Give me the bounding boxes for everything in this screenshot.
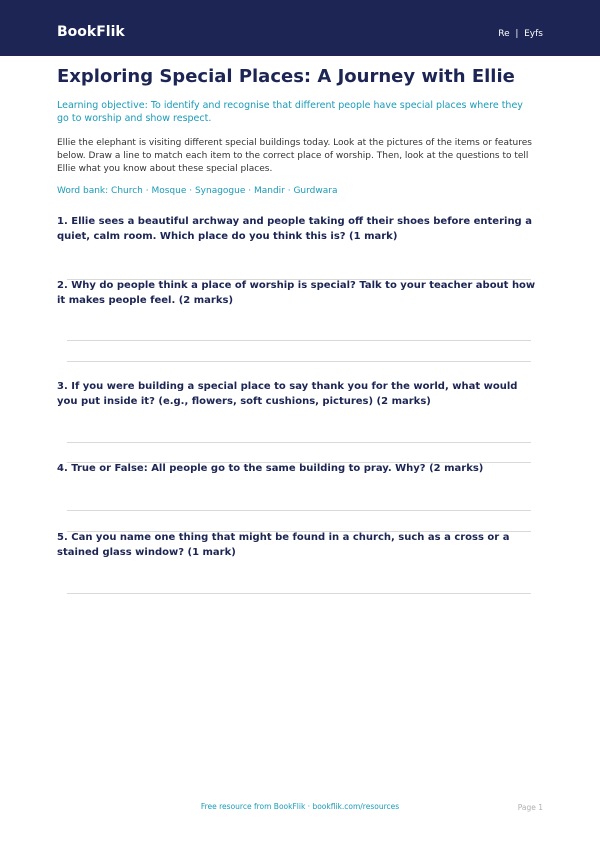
breadcrumb-separator: | [515,29,519,39]
intro-text: Ellie the elephant is visiting different special buildings today. Look at the pictures of the items or features below. Draw a line to match each item to the correct place of worship. Then, look at the questions to tell Ellie what you know about these special places. [57,138,532,174]
page-title: Exploring Special Places: A Journey with Ellie [57,66,515,87]
footer-credit[interactable]: Free resource from BookFlik · bookflik.com/resources [200,802,400,811]
question-1: 1. Ellie sees a beautiful archway and people taking off their shoes before entering a quiet, calm room. Which place do you think this is? (1 mark) [57,216,532,242]
answer-line[interactable] [67,361,531,362]
answer-line[interactable] [67,593,531,594]
question-5: 5. Can you name one thing that might be found in a church, such as a cross or a stained glass window? (1 mark) [57,532,510,558]
page-number: Page 1 [517,803,543,812]
answer-line[interactable] [67,442,531,443]
brand-logo[interactable]: BookFlik [57,24,125,40]
question-4: 4. True or False: All people go to the same building to pray. Why? (2 marks) [57,463,484,474]
site-header [0,0,600,56]
breadcrumb [498,28,543,40]
learning-objective: Learning objective: To identify and recognise that different people have special places where they go to worship and show respect. [57,100,523,124]
question-3: 3. If you were building a special place to say thank you for the world, what would you put inside it? (e.g., flowers, soft cushions, pictures) (2 marks) [57,381,518,407]
question-2: 2. Why do people think a place of worship is special? Talk to your teacher about how it makes people feel. (2 marks) [57,280,536,306]
word-bank: Word bank: Church · Mosque · Synagogue · Mandir · Gurdwara [57,186,338,196]
answer-line[interactable] [67,510,531,511]
answer-line[interactable] [67,340,531,341]
breadcrumb-subject[interactable]: Re [498,29,510,39]
breadcrumb-level[interactable]: Eyfs [524,29,543,39]
